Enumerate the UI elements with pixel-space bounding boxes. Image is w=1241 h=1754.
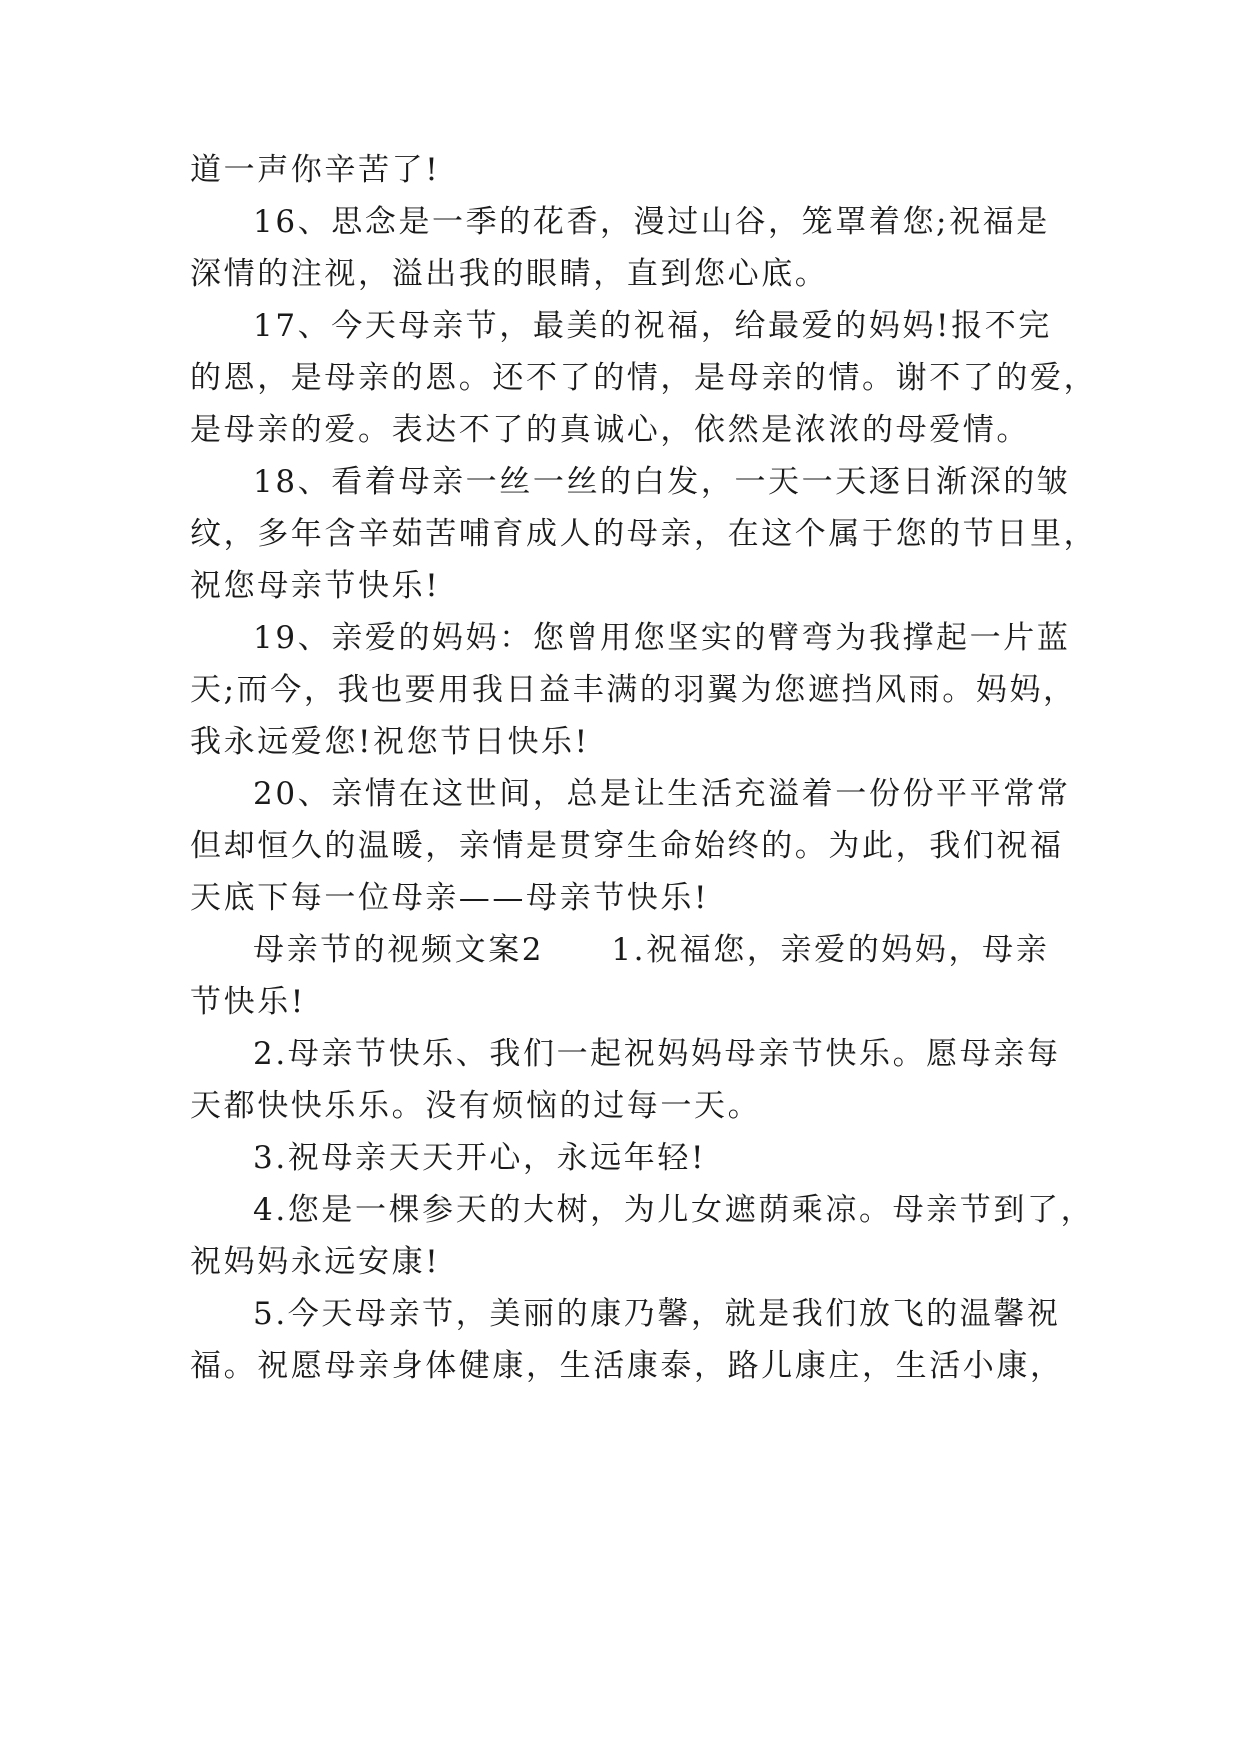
text-line: 18、看着母亲一丝一丝的白发，一天一天逐日渐深的皱 <box>253 464 1071 500</box>
text-line: 16、思念是一季的花香，漫过山谷，笼罩着您;祝福是 <box>253 204 1050 240</box>
text-line: 道一声你辛苦了! <box>190 152 441 188</box>
text-line: 3.祝母亲天天开心，永远年轻! <box>253 1140 707 1176</box>
text-line: 5.今天母亲节，美丽的康乃馨，就是我们放飞的温馨祝 <box>253 1296 1061 1332</box>
text-line: 4.您是一棵参天的大树，为儿女遮荫乘凉。母亲节到了， <box>253 1192 1095 1228</box>
text-line: 19、亲爱的妈妈：您曾用您坚实的臂弯为我撑起一片蓝 <box>253 620 1071 656</box>
text-line: 20、亲情在这世间，总是让生活充溢着一份份平平常常 <box>253 776 1071 812</box>
text-line: 纹，多年含辛茹苦哺育成人的母亲，在这个属于您的节日里， <box>190 516 1098 552</box>
text-line: 深情的注视，溢出我的眼睛，直到您心底。 <box>190 256 829 292</box>
text-line: 2.母亲节快乐、我们一起祝妈妈母亲节快乐。愿母亲每 <box>253 1036 1061 1072</box>
section-heading-line: 母亲节的视频文案2 1.祝福您，亲爱的妈妈，母亲 <box>253 932 1050 968</box>
text-line: 天;而今，我也要用我日益丰满的羽翼为您遮挡风雨。妈妈， <box>190 672 1077 708</box>
text-line: 祝妈妈永远安康! <box>190 1244 441 1280</box>
text-line: 天底下每一位母亲——母亲节快乐! <box>190 880 710 916</box>
text-line: 但却恒久的温暖，亲情是贯穿生命始终的。为此，我们祝福 <box>190 828 1064 864</box>
text-line: 的恩，是母亲的恩。还不了的情，是母亲的情。谢不了的爱， <box>190 360 1098 396</box>
text-line: 节快乐! <box>190 984 306 1020</box>
text-line: 祝您母亲节快乐! <box>190 568 441 604</box>
text-line: 是母亲的爱。表达不了的真诚心，依然是浓浓的母爱情。 <box>190 412 1030 448</box>
text-line: 福。祝愿母亲身体健康，生活康泰，路儿康庄，生活小康， <box>190 1348 1064 1384</box>
text-line: 17、今天母亲节，最美的祝福，给最爱的妈妈!报不完 <box>253 308 1052 344</box>
text-line: 我永远爱您!祝您节日快乐! <box>190 724 590 760</box>
text-line: 天都快快乐乐。没有烦恼的过每一天。 <box>190 1088 762 1124</box>
